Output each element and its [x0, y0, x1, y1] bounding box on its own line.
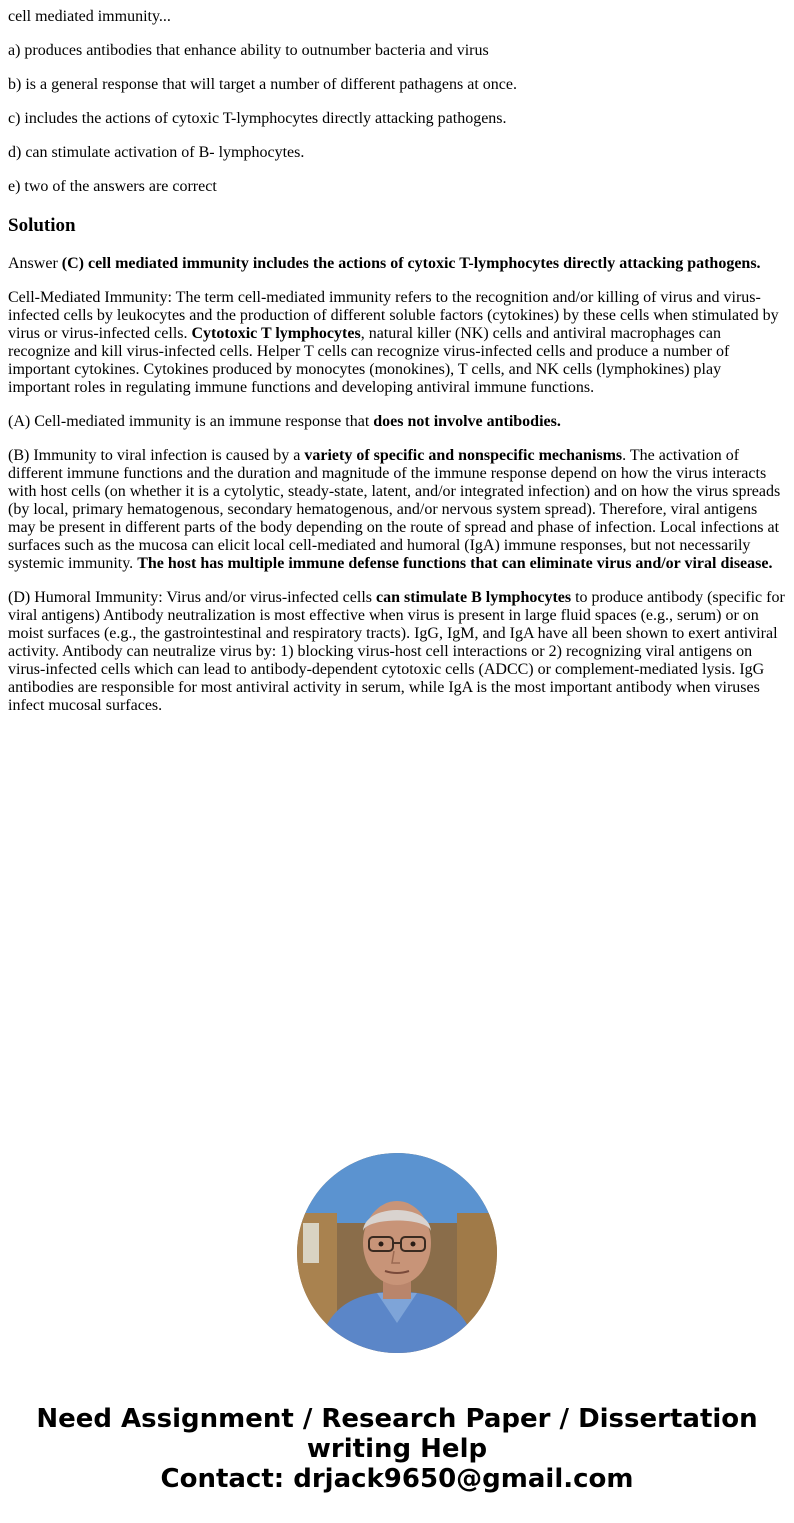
- pB-text-b: . The activation of different immune functions and the duration and magnitude of the immune response depend on how the virus interacts with host cells (on whether it is a cytolytic, steady-state, latent, and/or integrated infection) and on how the virus spreads (by local, primary hematogenous, secondary hematogenous, and/or nervous system spread). Therefore, viral antigens may be present in different parts of the body depending on the route of spread and phase of infection. Local infections at surfaces such as the mucosa can elicit local cell-mediated and humoral (IgA) immune responses, but not necessarily systemic immunity.: [8, 447, 781, 572]
- pA-text: (A) Cell-mediated immunity is an immune response that: [8, 413, 374, 430]
- option-a-explanation: [8, 413, 786, 431]
- answer-prefix: Answer: [8, 255, 62, 272]
- cell-mediated-paragraph: [8, 289, 786, 397]
- answer-paragraph: [8, 255, 786, 273]
- answer-text: (C) cell mediated immunity includes the actions of cytoxic T-lymphocytes directly attacking pathogens.: [61, 255, 761, 272]
- option-b: b) is a general response that will target a number of different pathagens at once.: [8, 76, 517, 93]
- p1-bold: Cytotoxic T lymphocytes: [191, 325, 361, 342]
- author-avatar: [297, 1153, 497, 1353]
- pA-bold: does not involve antibodies.: [373, 413, 561, 430]
- pB-bold-2: The host has multiple immune defense functions that can eliminate virus and/or viral disease.: [137, 555, 773, 572]
- option-e: e) two of the answers are correct: [8, 178, 217, 195]
- option-b-explanation: [8, 447, 786, 573]
- solution-heading: Solution: [8, 215, 76, 236]
- option-d: d) can stimulate activation of B- lymphocytes.: [8, 144, 305, 161]
- p1-text-b: , natural killer (NK) cells and antiviral macrophages can recognize and kill virus-infected cells. Helper T cells can recognize virus-infected cells and produce a number of important cytokines. Cytokines produced by monocytes (monokines), T cells, and NK cells (lymphokines) play important roles in regulating immune functions and developing antiviral immune functions.: [8, 325, 730, 396]
- pD-text-a: (D) Humoral Immunity: Virus and/or virus-infected cells: [8, 589, 376, 606]
- option-a: a) produces antibodies that enhance ability to outnumber bacteria and virus: [8, 42, 489, 59]
- pD-bold: can stimulate B lymphocytes: [376, 589, 572, 606]
- option-d-explanation: [8, 589, 786, 715]
- question-stem: cell mediated immunity...: [8, 8, 171, 25]
- pB-bold-1: variety of specific and nonspecific mechanisms: [304, 447, 623, 464]
- author-portrait-icon: [297, 1153, 497, 1353]
- p1-text-a: Cell-Mediated Immunity: The term cell-mediated immunity refers to the recognition and/or killing of virus and virus-infected cells by leukocytes and the production of different soluble factors (cytokines) by these cells when stimulated by virus or virus-infected cells.: [8, 289, 779, 342]
- option-c: c) includes the actions of cytoxic T-lymphocytes directly attacking pathogens.: [8, 110, 507, 127]
- promo-contact: Contact: drjack9650@gmail.com: [160, 1464, 634, 1494]
- promo-line-2: writing Help: [306, 1434, 488, 1464]
- pD-text-b: to produce antibody (specific for viral antigens) Antibody neutralization is most effective when virus is present in large fluid spaces (e.g., serum) or on moist surfaces (e.g., the gastrointestinal and respiratory tracts). IgG, IgM, and IgA have all been shown to exert antiviral activity. Antibody can neutralize virus by: 1) blocking virus-host cell interactions or 2) recognizing viral antigens on virus-infected cells which can lead to antibody-dependent cytotoxic cells (ADCC) or complement-mediated lysis. IgG antibodies are responsible for most antiviral activity in serum, while IgA is the most important antibody when viruses infect mucosal surfaces.: [8, 589, 785, 714]
- promo-banner: [0, 1404, 794, 1494]
- pB-text-a: (B) Immunity to viral infection is caused by a: [8, 447, 305, 464]
- promo-line-1: Need Assignment / Research Paper / Dissertation: [36, 1404, 758, 1434]
